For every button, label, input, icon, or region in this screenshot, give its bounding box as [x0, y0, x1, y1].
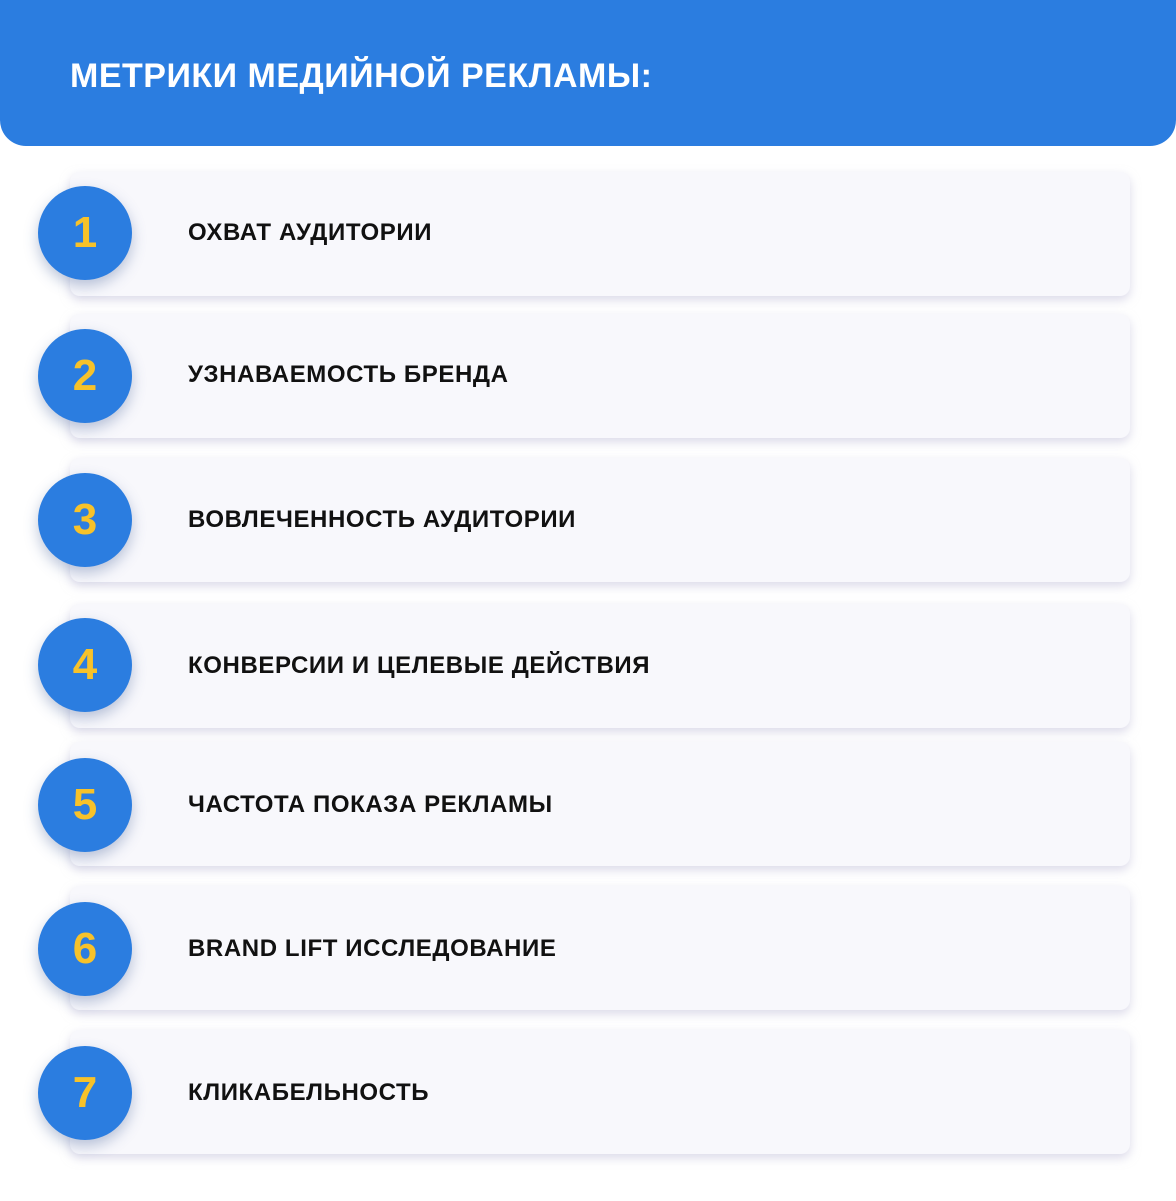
- list-item: [0, 742, 1176, 872]
- item-number: 6: [72, 924, 98, 973]
- list-item: [0, 172, 1176, 302]
- number-badge: [38, 473, 132, 567]
- list-item: [0, 604, 1176, 734]
- number-badge: [38, 1046, 132, 1140]
- item-label: ВОВЛЕЧЕННОСТЬ АУДИТОРИИ: [188, 506, 577, 533]
- item-label: BRAND LIFT ИССЛЕДОВАНИЕ: [188, 935, 557, 962]
- item-number: 1: [72, 208, 98, 257]
- number-badge: [38, 618, 132, 712]
- list-item: [0, 886, 1176, 1016]
- item-number: 7: [72, 1068, 98, 1117]
- number-badge: [38, 186, 132, 280]
- list-item: [0, 1030, 1176, 1160]
- number-badge: [38, 758, 132, 852]
- list-item: [0, 314, 1176, 444]
- item-number: 5: [72, 780, 98, 829]
- item-label: КОНВЕРСИИ И ЦЕЛЕВЫЕ ДЕЙСТВИЯ: [188, 652, 651, 679]
- item-number: 3: [72, 495, 98, 544]
- item-label: ОХВАТ АУДИТОРИИ: [188, 219, 433, 246]
- item-label: УЗНАВАЕМОСТЬ БРЕНДА: [188, 361, 509, 388]
- number-badge: [38, 902, 132, 996]
- item-number: 2: [72, 351, 98, 400]
- page-title: МЕТРИКИ МЕДИЙНОЙ РЕКЛАМЫ:: [70, 57, 653, 95]
- list-item: [0, 458, 1176, 588]
- item-label: ЧАСТОТА ПОКАЗА РЕКЛАМЫ: [188, 791, 553, 818]
- number-badge: [38, 329, 132, 423]
- item-number: 4: [72, 640, 98, 689]
- item-label: КЛИКАБЕЛЬНОСТЬ: [188, 1079, 430, 1106]
